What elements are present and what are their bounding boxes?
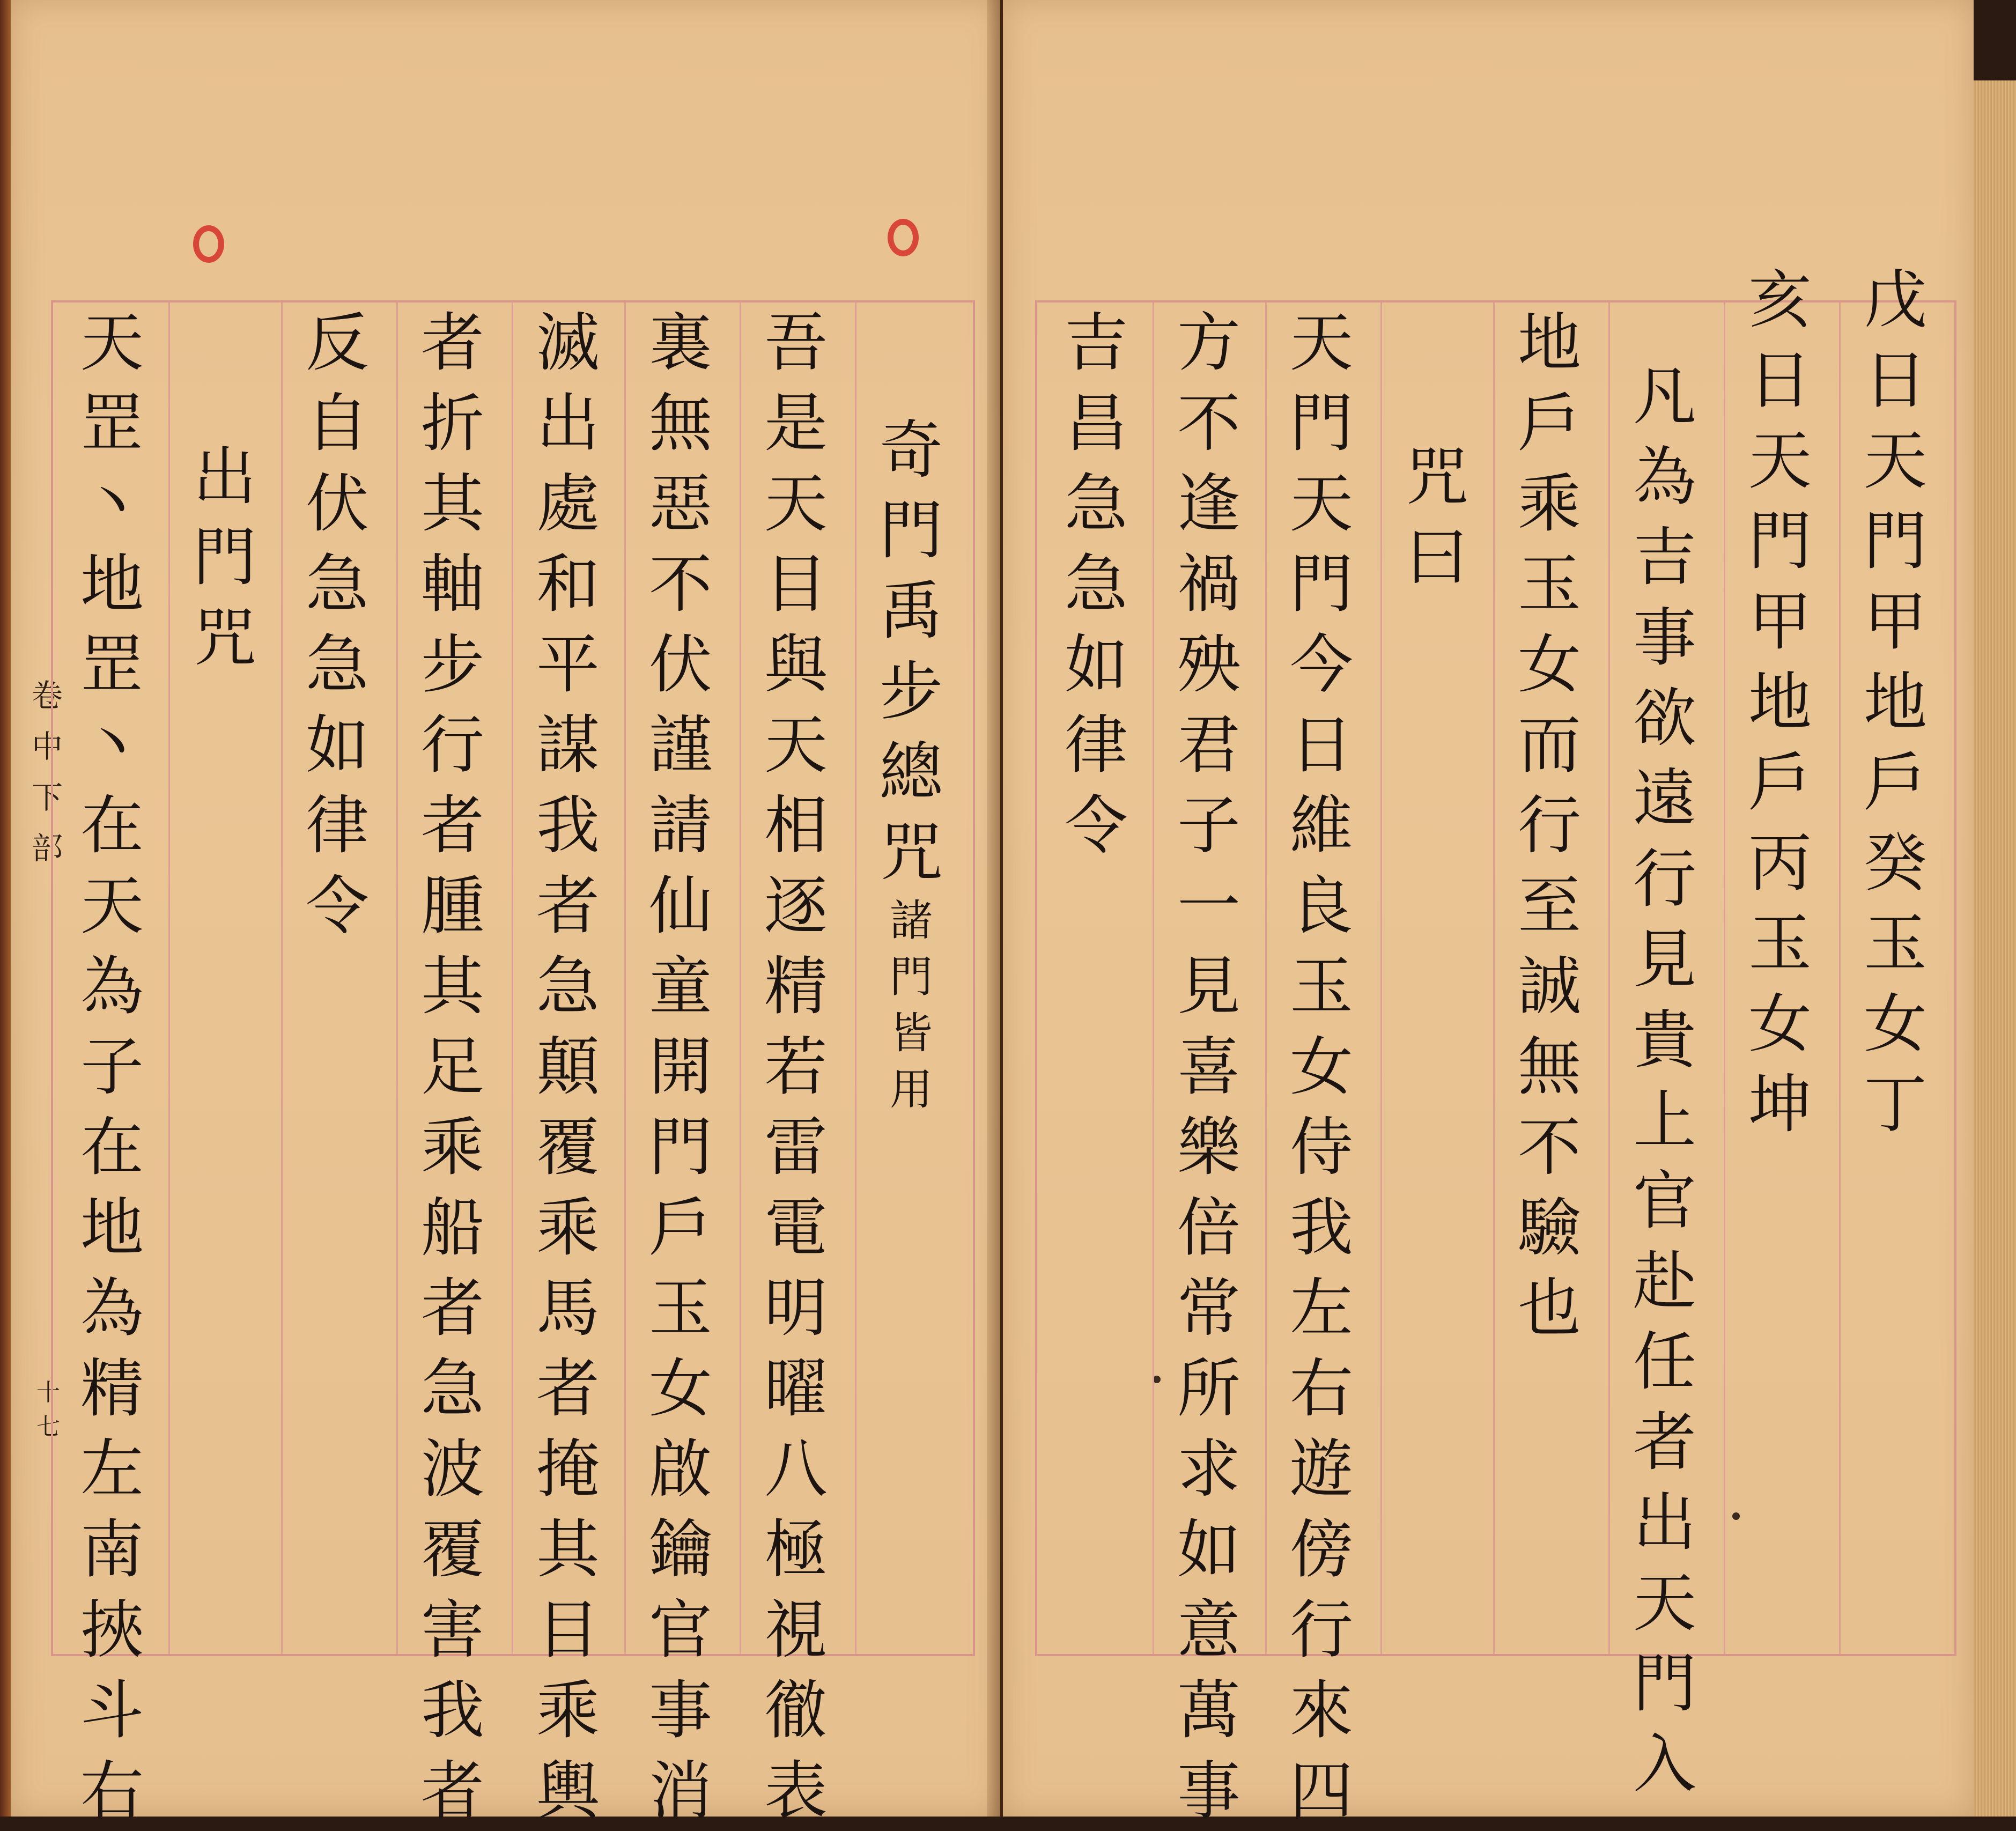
glyph: 南	[80, 1512, 144, 1586]
glyph: 女	[648, 1352, 712, 1426]
glyph: 馬	[536, 1271, 600, 1345]
column-rule	[396, 302, 398, 1654]
glyph: 方	[1177, 306, 1240, 380]
glyph: 日	[1748, 343, 1812, 417]
left-ruled-frame	[51, 300, 975, 1828]
glyph: 戶	[1517, 386, 1581, 460]
glyph: 地	[1863, 665, 1927, 739]
glyph: 門	[1633, 1647, 1696, 1721]
glyph: 殃	[1177, 627, 1240, 702]
glyph: 若	[764, 1030, 828, 1104]
right-ruled-frame	[1035, 263, 1956, 1828]
column-rule	[1493, 302, 1495, 1654]
glyph: 乘	[1517, 467, 1581, 541]
glyph: 者	[420, 1271, 484, 1345]
glyph: 其	[420, 467, 484, 541]
glyph: 目	[536, 1593, 600, 1667]
glyph: 明	[764, 1271, 828, 1345]
glyph: 奇	[879, 413, 943, 487]
glyph: 子	[1177, 788, 1240, 862]
column-rule	[281, 302, 283, 1654]
glyph: 戶	[648, 1191, 712, 1265]
glyph: 為	[80, 949, 144, 1023]
glyph: 處	[536, 467, 600, 541]
glyph: 覆	[420, 1512, 484, 1586]
glyph: 是	[764, 386, 828, 460]
glyph: 女	[1289, 1030, 1353, 1104]
red-circle-mark	[193, 225, 224, 263]
glyph: 求	[1177, 1432, 1240, 1506]
glyph: 者	[536, 1352, 600, 1426]
glyph: 極	[764, 1512, 828, 1586]
column-rule	[1380, 302, 1382, 1654]
glyph: 戶	[1863, 745, 1927, 819]
glyph: 伏	[305, 467, 369, 541]
text-column	[399, 302, 506, 1831]
glyph: 腫	[420, 869, 484, 943]
glyph: 所	[1177, 1352, 1240, 1426]
glyph: 遠	[1633, 762, 1696, 836]
glyph: 左	[80, 1432, 144, 1506]
glyph: 軸	[420, 547, 484, 621]
glyph: 至	[1517, 869, 1581, 943]
glyph: 下	[31, 779, 63, 816]
text-column	[1611, 356, 1718, 1804]
glyph: 天	[1289, 467, 1353, 541]
glyph: 精	[80, 1352, 144, 1426]
glyph: 入	[1633, 1727, 1696, 1801]
glyph: 罡	[80, 386, 144, 460]
glyph: 卷	[31, 677, 63, 714]
glyph: 門	[890, 952, 933, 1002]
glyph: 和	[536, 547, 600, 621]
glyph: 天	[1289, 306, 1353, 380]
glyph: 誠	[1517, 949, 1581, 1023]
glyph: 門	[193, 520, 256, 594]
glyph: 門	[1863, 504, 1927, 578]
glyph: 右	[1289, 1352, 1353, 1426]
glyph: 者	[420, 788, 484, 862]
glyph: 不	[1517, 1110, 1581, 1184]
glyph: 戶	[1748, 745, 1812, 819]
glyph: 玉	[1289, 949, 1353, 1023]
text-column	[627, 302, 734, 1831]
glyph: 甲	[1863, 585, 1927, 659]
glyph: 樂	[1177, 1110, 1240, 1184]
glyph: 乘	[420, 1110, 484, 1184]
column-rule	[1724, 302, 1725, 1654]
glyph: 事	[648, 1673, 712, 1747]
glyph: 咒	[193, 601, 256, 675]
glyph: 害	[420, 1593, 484, 1667]
column-rule	[624, 302, 626, 1654]
glyph: 斗	[80, 1673, 144, 1747]
glyph: 見	[1177, 949, 1240, 1023]
text-column	[1043, 302, 1150, 866]
column-rule	[1608, 302, 1610, 1654]
glyph: 維	[1289, 788, 1353, 862]
glyph: 其	[420, 949, 484, 1023]
glyph: 急	[305, 627, 369, 702]
text-column	[514, 302, 622, 1831]
glyph: 坤	[1748, 1067, 1812, 1141]
glyph: 良	[1289, 869, 1353, 943]
glyph: 戊	[1863, 263, 1927, 337]
glyph: 天	[80, 306, 144, 380]
glyph: 乘	[536, 1673, 600, 1747]
glyph: 女	[1748, 987, 1812, 1061]
glyph: 萬	[1177, 1673, 1240, 1747]
glyph: 丶	[80, 708, 144, 782]
text-column	[1268, 302, 1375, 1831]
glyph: 無	[648, 386, 712, 460]
glyph: 凡	[1633, 359, 1696, 433]
glyph: 天	[1748, 424, 1812, 498]
column-rule	[1153, 302, 1154, 1654]
glyph: 用	[890, 1065, 933, 1114]
glyph: 日	[1863, 343, 1927, 417]
glyph: 急	[536, 949, 600, 1023]
book-edge-left	[0, 0, 11, 1817]
glyph: 謹	[648, 708, 712, 782]
glyph: 丙	[1748, 826, 1812, 900]
glyph: 謀	[536, 708, 600, 782]
glyph: 掩	[536, 1432, 600, 1506]
glyph: 令	[1064, 788, 1128, 862]
glyph: 乘	[536, 1191, 600, 1265]
glyph: 折	[420, 386, 484, 460]
glyph: 咒	[879, 815, 943, 889]
glyph: 其	[536, 1512, 600, 1586]
glyph: 無	[1517, 1030, 1581, 1104]
glyph: 覆	[536, 1110, 600, 1184]
glyph: 滅	[536, 306, 600, 380]
glyph: 八	[764, 1432, 828, 1506]
column-rule	[1839, 302, 1841, 1654]
glyph: 急	[1064, 547, 1128, 621]
folio-number: 十七	[36, 1379, 60, 1441]
glyph: 顛	[536, 1030, 600, 1104]
glyph: 一	[1177, 869, 1240, 943]
glyph: 為	[1633, 440, 1696, 514]
glyph: 天	[764, 708, 828, 782]
glyph: 天	[764, 467, 828, 541]
text-column	[742, 302, 850, 1831]
heading-column	[171, 437, 278, 678]
glyph: 者	[420, 1754, 484, 1828]
right-page	[1003, 0, 1974, 1828]
glyph: 上	[1633, 1083, 1696, 1157]
glyph: 步	[420, 627, 484, 702]
glyph: 見	[1633, 922, 1696, 996]
glyph: 惡	[648, 467, 712, 541]
glyph: 目	[764, 547, 828, 621]
glyph: 我	[1289, 1191, 1353, 1265]
glyph: 者	[420, 306, 484, 380]
glyph: 行	[1289, 1593, 1353, 1667]
glyph: 者	[536, 869, 600, 943]
glyph: 日	[1289, 708, 1353, 782]
glyph: 不	[648, 547, 712, 621]
glyph: 地	[80, 547, 144, 621]
glyph: 急	[305, 547, 369, 621]
glyph: 裏	[648, 306, 712, 380]
glyph: 丁	[1863, 1067, 1927, 1141]
glyph: 而	[1517, 708, 1581, 782]
glyph: 在	[80, 788, 144, 862]
glyph: 為	[80, 1271, 144, 1345]
glyph: 啟	[648, 1432, 712, 1506]
glyph: 中	[31, 728, 63, 765]
glyph: 貴	[1633, 1003, 1696, 1077]
glyph: 也	[1517, 1271, 1581, 1345]
glyph: 甲	[1748, 585, 1812, 659]
glyph: 行	[1633, 842, 1696, 916]
glyph: 驗	[1517, 1191, 1581, 1265]
title-text	[880, 410, 943, 892]
glyph: 波	[420, 1432, 484, 1506]
column-rule	[740, 302, 741, 1654]
glyph: 侍	[1289, 1110, 1353, 1184]
glyph: 四	[1289, 1754, 1353, 1828]
glyph: 門	[1748, 504, 1812, 578]
glyph: 者	[1633, 1405, 1696, 1479]
glyph: 門	[1289, 547, 1353, 621]
glyph: 我	[536, 788, 600, 862]
glyph: 欲	[1633, 681, 1696, 755]
glyph: 玉	[1748, 906, 1812, 980]
glyph: 鑰	[648, 1512, 712, 1586]
column-rule	[512, 302, 513, 1654]
glyph: 自	[305, 386, 369, 460]
glyph: 天	[1863, 424, 1927, 498]
glyph: 官	[1633, 1164, 1696, 1238]
glyph: 遊	[1289, 1432, 1353, 1506]
glyph: 挾	[80, 1593, 144, 1667]
glyph: 意	[1177, 1593, 1240, 1667]
column-rule	[1265, 302, 1267, 1654]
glyph: 平	[536, 627, 600, 702]
text-column	[284, 302, 391, 946]
book-edge-right	[1974, 80, 2016, 1817]
glyph: 出	[536, 386, 600, 460]
glyph: 我	[420, 1673, 484, 1747]
heading-column	[1383, 437, 1490, 597]
glyph: 門	[648, 1110, 712, 1184]
glyph: 地	[1517, 306, 1581, 380]
glyph: 倍	[1177, 1191, 1240, 1265]
glyph: 君	[1177, 708, 1240, 782]
glyph: 禍	[1177, 547, 1240, 621]
glyph: 如	[1064, 627, 1128, 702]
glyph: 地	[1748, 665, 1812, 739]
glyph: 與	[764, 627, 828, 702]
red-circle-mark	[888, 219, 919, 256]
glyph: 玉	[1517, 547, 1581, 621]
glyph: 昌	[1064, 386, 1128, 460]
glyph: 表	[764, 1754, 828, 1828]
glyph: 相	[764, 788, 828, 862]
column-rule	[168, 302, 170, 1654]
glyph: 來	[1289, 1673, 1353, 1747]
title-note	[890, 892, 933, 1118]
glyph: 事	[1177, 1754, 1240, 1828]
glyph: 罡	[80, 627, 144, 702]
glyph: 門	[879, 493, 943, 567]
text-column	[1496, 302, 1603, 1348]
glyph: 咒	[1405, 440, 1468, 514]
glyph: 諸	[890, 896, 933, 946]
text-column	[1842, 260, 1949, 1145]
glyph: 在	[80, 1110, 144, 1184]
glyph: 左	[1289, 1271, 1353, 1345]
title-column	[858, 410, 965, 1118]
glyph: 輿	[536, 1754, 600, 1828]
glyph: 開	[648, 1030, 712, 1104]
text-column	[1726, 260, 1834, 1145]
text-column	[58, 302, 166, 1831]
glyph: 吉	[1633, 520, 1696, 594]
glyph: 仙	[648, 869, 712, 943]
glyph: 逐	[764, 869, 828, 943]
glyph: 伏	[648, 627, 712, 702]
glyph: 出	[193, 440, 256, 514]
glyph: 足	[420, 1030, 484, 1104]
glyph: 如	[1177, 1512, 1240, 1586]
glyph: 反	[305, 306, 369, 380]
glyph: 徹	[764, 1673, 828, 1747]
glyph: 今	[1289, 627, 1353, 702]
glyph: 行	[420, 708, 484, 782]
glyph: 急	[1064, 467, 1128, 541]
left-page	[11, 0, 1000, 1828]
glyph: 曰	[1405, 520, 1468, 594]
glyph: 精	[764, 949, 828, 1023]
glyph: 律	[1064, 708, 1128, 782]
glyph: 電	[764, 1191, 828, 1265]
glyph: 視	[764, 1593, 828, 1667]
glyph: 天	[1633, 1566, 1696, 1640]
glyph: 門	[1289, 386, 1353, 460]
glyph: 亥	[1748, 263, 1812, 337]
glyph: 總	[879, 735, 943, 809]
glyph: 子	[80, 1030, 144, 1104]
column-rule	[855, 302, 856, 1654]
glyph: 船	[420, 1191, 484, 1265]
glyph: 任	[1633, 1325, 1696, 1399]
glyph: 如	[305, 708, 369, 782]
glyph: 雷	[764, 1110, 828, 1184]
glyph: 逢	[1177, 467, 1240, 541]
glyph: 癸	[1863, 826, 1927, 900]
glyph: 地	[80, 1191, 144, 1265]
text-column	[1155, 302, 1262, 1831]
glyph: 玉	[1863, 906, 1927, 980]
glyph: 令	[305, 869, 369, 943]
glyph: 律	[305, 788, 369, 862]
glyph: 右	[80, 1754, 144, 1828]
glyph: 急	[420, 1352, 484, 1426]
glyph: 不	[1177, 386, 1240, 460]
glyph: 女	[1863, 987, 1927, 1061]
glyph: 赴	[1633, 1244, 1696, 1318]
glyph: 喜	[1177, 1030, 1240, 1104]
glyph: 消	[648, 1754, 712, 1828]
glyph: 官	[648, 1593, 712, 1667]
glyph: 常	[1177, 1271, 1240, 1345]
glyph: 曜	[764, 1352, 828, 1426]
glyph: 事	[1633, 601, 1696, 675]
glyph: 禹	[879, 574, 943, 648]
glyph: 請	[648, 788, 712, 862]
glyph: 丶	[80, 467, 144, 541]
glyph: 天	[80, 869, 144, 943]
glyph: 女	[1517, 627, 1581, 702]
glyph: 皆	[890, 1008, 933, 1058]
glyph: 部	[31, 830, 63, 867]
glyph: 童	[648, 949, 712, 1023]
glyph: 傍	[1289, 1512, 1353, 1586]
glyph: 步	[879, 654, 943, 728]
glyph: 玉	[648, 1271, 712, 1345]
glyph: 出	[1633, 1486, 1696, 1560]
glyph: 吾	[764, 306, 828, 380]
glyph: 吉	[1064, 306, 1128, 380]
glyph: 行	[1517, 788, 1581, 862]
